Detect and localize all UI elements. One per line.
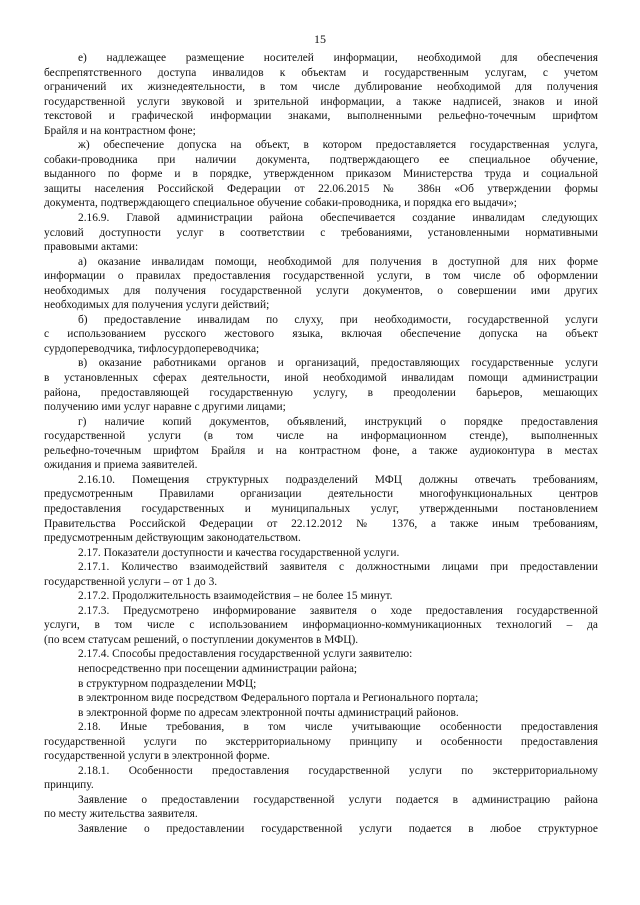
paragraph: [44, 764, 598, 793]
text-line: предусмотренным действующим законодательством.: [44, 532, 301, 545]
paragraph: [44, 793, 598, 822]
text-line: документа, подтверждающего специальное обучение собаки-проводника, и порядка его выдачи»;: [44, 197, 517, 210]
paragraph: [44, 822, 598, 837]
text-line: 2.18.1. Особенности предоставления государственной услуги по экстерриториальному: [78, 764, 598, 777]
paragraph: [44, 647, 598, 662]
paragraph: [44, 589, 598, 604]
text-line: беспрепятственного доступа инвалидов к объектам и государственным услугам, с учетом: [44, 66, 598, 79]
text-line: района, предоставляющей государственную услугу, в преодолении барьеров, мешающих: [44, 386, 598, 399]
text-line: необходимых для получения услуги действий;: [44, 299, 270, 312]
text-line: а) оказание инвалидам помощи, необходимой для получения в доступной для них форме: [78, 255, 598, 268]
text-line: необходимых для получения государственной услуги документов, о совершении ими других: [44, 284, 598, 297]
paragraph: [44, 51, 598, 138]
text-line: государственной услуги (в том числе на информационном стенде), выполненных: [44, 430, 598, 443]
text-line: правовыми актами:: [44, 241, 139, 254]
paragraph: [44, 138, 598, 211]
text-line: в структурном подразделении МФЦ;: [78, 677, 257, 690]
text-line: 2.16.10. Помещения структурных подразделений МФЦ должны отвечать требованиям,: [78, 473, 598, 486]
text-line: услуги, в том числе с использованием информационно-коммуникационных технологий – да: [44, 619, 598, 632]
text-line: 2.17.2. Продолжительность взаимодействия – не более 15 минут.: [78, 590, 393, 603]
text-line: ограничений их жизнедеятельности, в том числе дублирование необходимой для получения: [44, 81, 598, 94]
text-line: получению ими услуг наравне с другими лицами;: [44, 401, 286, 414]
text-line: 2.16.9. Главой администрации района обеспечивается создание инвалидам следующих: [78, 212, 598, 225]
text-line: 2.17.4. Способы предоставления государственной услуги заявителю:: [78, 648, 413, 661]
paragraph: [44, 356, 598, 414]
paragraph: [44, 546, 598, 561]
text-line: защиты населения Российской Федерации от 22.06.2015 № 386н «Об утверждении формы: [44, 182, 598, 195]
text-line: ж) обеспечение допуска на объект, в котором предоставляется государственная услуга,: [78, 139, 598, 152]
text-line: предоставления государственных и муниципальных услуг, утвержденными постановлением: [44, 502, 598, 515]
text-line: б) предоставление инвалидам по слуху, при необходимости, государственной услуги: [78, 313, 598, 326]
paragraph: [44, 313, 598, 357]
text-line: в установленных сферах деятельности, иной необходимой инвалидам помощи администрации: [44, 372, 598, 385]
text-line: Брайля и на контрастном фоне;: [44, 124, 196, 137]
text-line: с использованием русского жестового языка, включая обеспечение допуска на объект: [44, 328, 598, 341]
paragraph: [44, 415, 598, 473]
text-line: сурдопереводчика, тифлосурдопереводчика;: [44, 342, 260, 355]
text-line: 2.18. Иные требования, в том числе учитывающие особенности предоставления: [78, 721, 598, 734]
text-line: 2.17.3. Предусмотрено информирование заявителя о ходе предоставления государственной: [78, 604, 598, 617]
paragraph: [44, 720, 598, 764]
text-line: информации о правилах предоставления государственной услуги, в том числе об оформлении: [44, 270, 598, 283]
paragraph: [44, 560, 598, 589]
text-line: 2.17.1. Количество взаимодействий заявителя с должностными лицами при предоставлении: [78, 561, 598, 574]
text-line: Заявление о предоставлении государственной услуги подается в любое структурное: [78, 822, 598, 835]
paragraph: [44, 255, 598, 313]
text-line: принципу.: [44, 779, 94, 792]
paragraph: [44, 677, 598, 692]
text-line: в) оказание работниками органов и организаций, предоставляющих государственные услуги: [78, 357, 598, 370]
text-line: рельефно-точечным шрифтом Брайля и на контрастном фоне, а также аудиоконтура в местах: [44, 444, 598, 457]
text-line: государственной услуги – от 1 до 3.: [44, 575, 218, 588]
text-line: в электронном виде посредством Федерального портала и Регионального портала;: [78, 692, 479, 705]
text-line: г) наличие копий документов, объявлений, инструкций о порядке предоставления: [78, 415, 598, 428]
text-line: государственной услуги звуковой и зрительной информации, а также надписей, знаков и иной: [44, 95, 598, 108]
paragraph: [44, 473, 598, 546]
text-line: е) надлежащее размещение носителей информации, необходимой для обеспечения: [78, 52, 598, 64]
text-line: ожидания и приема заявителей.: [44, 459, 198, 472]
text-line: собаки-проводника при наличии документа, подтверждающего ее специальное обучение,: [44, 153, 598, 166]
text-line: государственной услуги по экстерриториальному принципу и особенности предоставления: [44, 735, 598, 748]
text-line: Правительства Российской Федерации от 22.12.2012 № 1376, а также иным требованиям,: [44, 517, 598, 530]
text-line: государственной услуги в электронной форме.: [44, 750, 270, 763]
paragraph: [44, 604, 598, 648]
text-line: текстовой и графической информации знаками, выполненными рельефно-точечным шрифтом: [44, 110, 598, 123]
paragraph: [44, 211, 598, 255]
paragraph: [44, 662, 598, 677]
page-number: 15: [314, 32, 326, 46]
text-line: условий доступности услуг в соответствии с требованиями, установленными нормативными: [44, 226, 598, 239]
text-line: Заявление о предоставлении государственной услуги подается в администрацию района: [78, 793, 598, 806]
text-line: 2.17. Показатели доступности и качества государственной услуги.: [78, 546, 400, 559]
text-line: непосредственно при посещении администрации района;: [78, 662, 358, 675]
text-line: (по всем статусам решений, о поступлении документов в МФЦ).: [44, 633, 359, 646]
text-line: предусмотренным Правилами организации деятельности многофункциональных центров: [44, 488, 598, 501]
paragraph: [44, 706, 598, 721]
text-line: в электронной форме по адресам электронной почты администраций районов.: [78, 706, 459, 719]
text-line: по месту жительства заявителя.: [44, 808, 198, 821]
text-line: выданного по форме и в порядке, утвержденном приказом Министерства труда и социальной: [44, 168, 598, 181]
document-body: [44, 51, 598, 837]
paragraph: [44, 691, 598, 706]
